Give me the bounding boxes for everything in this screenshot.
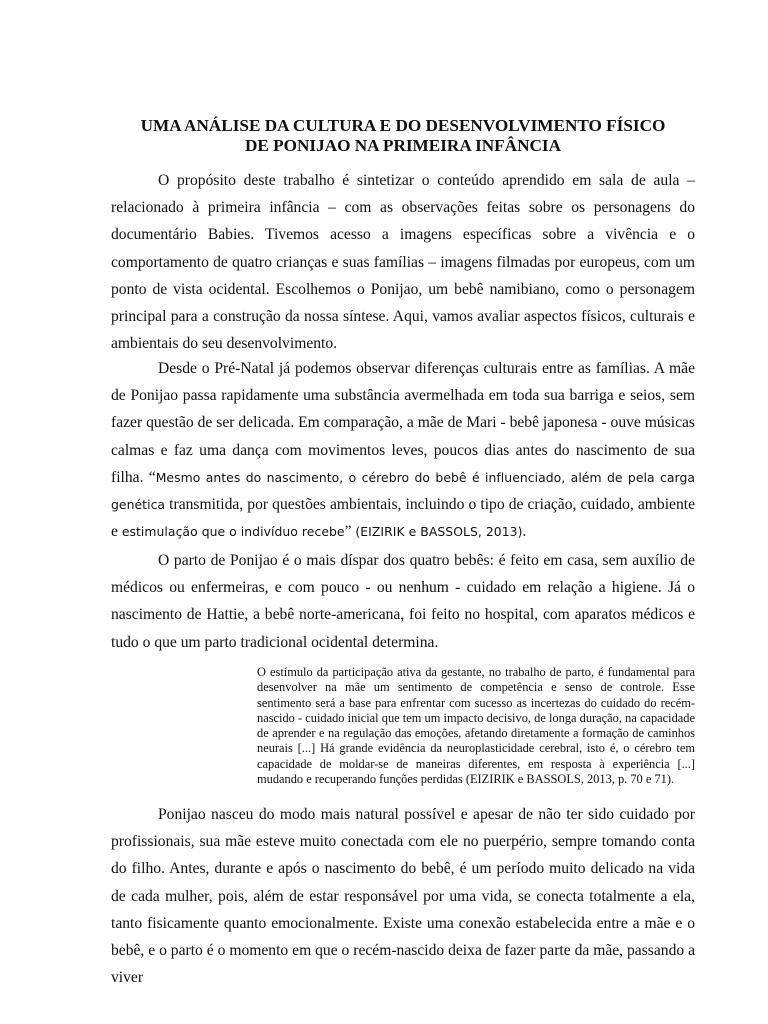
paragraph-prenatal-end: . <box>522 523 527 541</box>
paragraph-prenatal <box>111 355 695 545</box>
paragraph-postpartum: Ponijao nasceu do modo mais natural possível e apesar de não ter sido cuidado por profissionais, sua mãe esteve muito conectada com ele no puerpério, sempre tomando conta do filho. Antes, durante e após o nascimento do bebê, é um período muito delicado na vida de cada mulher, pois, além de estar responsável por uma vida, se conecta totalmente a ela, tanto fisicamente quanto emocionalmente. Existe uma conexão estabelecida entre a mãe e o bebê, e o parto é o momento em que o recém-nascido deixa de fazer parte da mãe, passando a viver <box>111 806 695 987</box>
document-title <box>111 116 695 156</box>
paragraph-birth: O parto de Ponijao é o mais díspar dos quatro bebês: é feito em casa, sem auxílio de médicos ou enfermeiras, e com pouco - ou nenhum - cuidado em relação a higiene. Já o nascimento de Hattie, a bebê norte-americana, foi feito no hospital, com aparatos médicos e tudo o que um parto tradicional ocidental determina. <box>111 552 695 651</box>
inline-quote-part-b: transmitida, por questões ambientais, incluindo o tipo de criação, cuidado, ambiente e <box>111 496 695 541</box>
title-line-1: UMA ANÁLISE DA CULTURA E DO DESENVOLVIMENTO FÍSICO <box>140 116 666 135</box>
block-quote: O estímulo da participação ativa da gestante, no trabalho de parto, é fundamental para desenvolver na mãe um sentimento de competência e senso de controle. Esse sentimento será a base para enfrentar com sucesso as incertezas do cuidado do recém-nascido - cuidado inicial que tem um impacto decisivo, de longa duração, na capacidade de aprender e na regulação das emoções, afetando diretamente a formação de caminhos neurais [...] Há grande evidência da neuroplasticidade cerebral, isto é, o cérebro tem capacidade de moldar-se de maneiras diferentes, em resposta à experiência [...] mudando e recuperando funções perdidas (EIZIRIK e BASSOLS, 2013, p. 70 e 71). <box>257 665 695 787</box>
paragraph-prenatal-text: Desde o Pré-Natal já podemos observar diferenças culturais entre as famílias. A mãe de Ponijao passa rapidamente uma substância avermelhada em toda sua barriga e seios, sem fazer questão de ser delicada. Em comparação, a mãe de Mari - bebê japonesa - ouve músicas calmas e faz uma dança com movimentos leves, poucos dias antes do nascimento de sua filha. “ <box>111 360 695 486</box>
inline-quote-part-a: Mesmo antes do nascimento, o cérebro do bebê é influenciado, além de pela carga genética <box>111 469 696 513</box>
inline-quote-part-c: estimulação que o indivíduo recebe <box>121 524 345 540</box>
paragraph-introduction: O propósito deste trabalho é sintetizar o conteúdo aprendido em sala de aula – relacionado à primeira infância – com as observações feitas sobre os personagens do documentário Babies. Tivemos acesso a imagens específicas sobre a vivência e o comportamento de quatro crianças e suas famílias – imagens filmadas por europeus, com um ponto de vista ocidental. Escolhemos o Ponijao, um bebê namibiano, como o personagem principal para a construção da nossa síntese. Aqui, vamos avaliar aspectos físicos, culturais e ambientais do seu desenvolvimento. <box>111 172 695 353</box>
title-line-2: DE PONIJAO NA PRIMEIRA INFÂNCIA <box>244 136 562 155</box>
inline-quote-close: ” <box>344 523 356 541</box>
inline-citation: (EIZIRIK e BASSOLS, 2013) <box>355 524 523 540</box>
